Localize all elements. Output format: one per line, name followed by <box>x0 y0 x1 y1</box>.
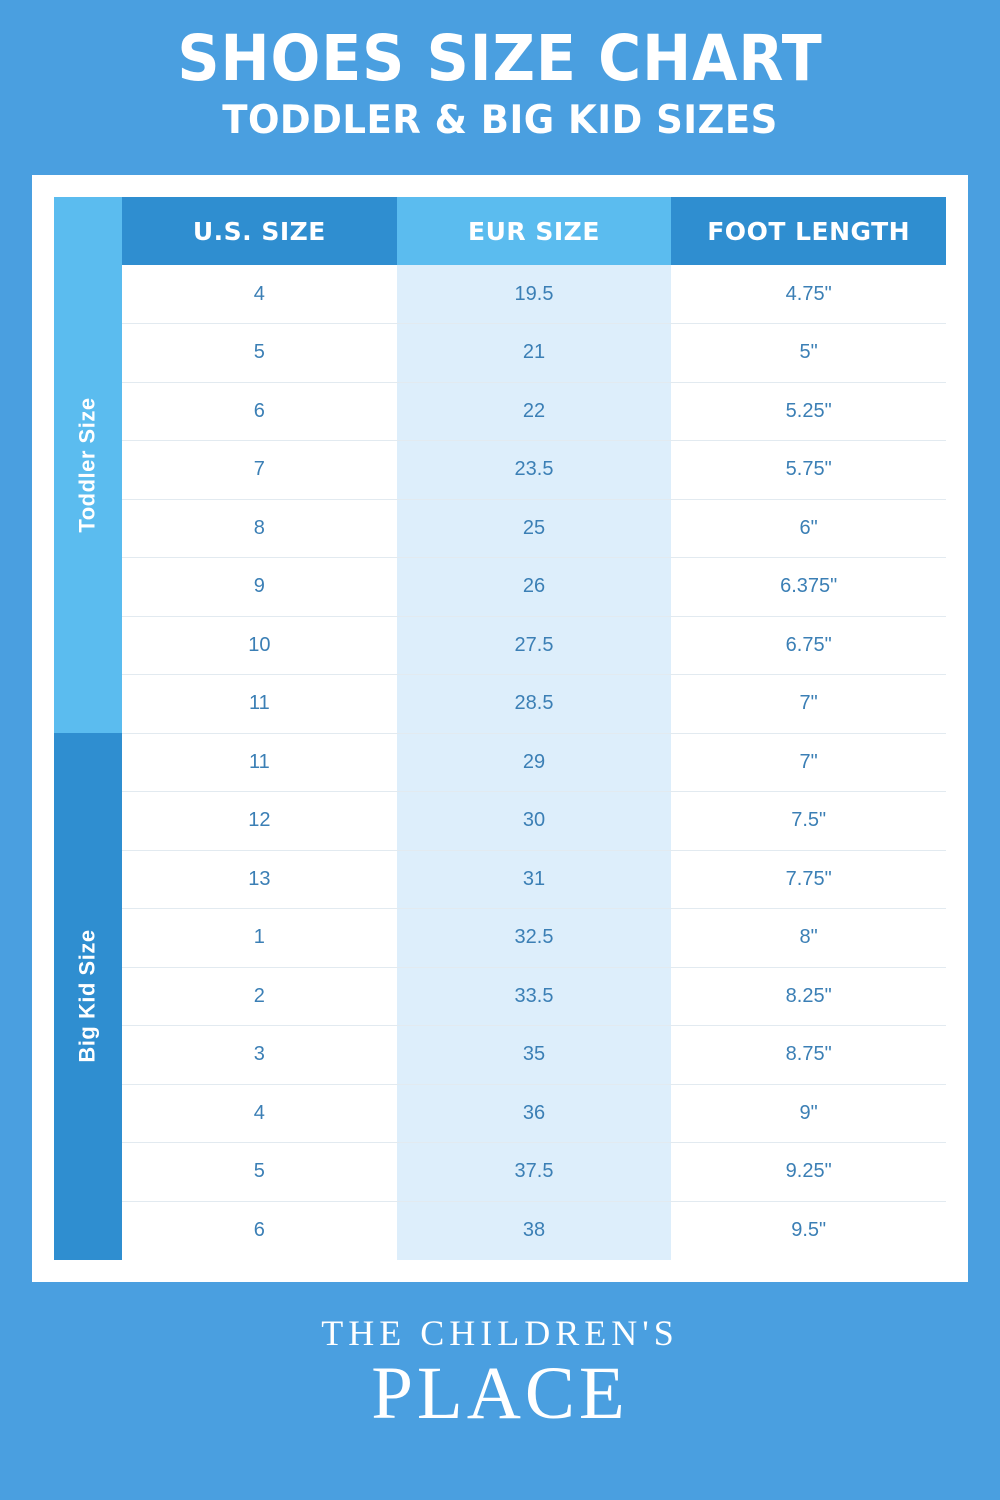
table-row <box>122 1084 946 1143</box>
cell-eur-size: 37.5 <box>397 1143 672 1202</box>
cell-foot-length: 8.25" <box>671 967 946 1026</box>
cell-foot-length: 4.75" <box>671 265 946 324</box>
table-row <box>122 1026 946 1085</box>
group-label-column <box>54 197 122 1260</box>
cell-foot-length: 8" <box>671 909 946 968</box>
cell-us-size: 2 <box>122 967 397 1026</box>
cell-us-size: 4 <box>122 1084 397 1143</box>
cell-us-size: 13 <box>122 850 397 909</box>
brand-logo <box>321 1312 679 1435</box>
column-header-foot-length: FOOT LENGTH <box>671 197 946 265</box>
table-row <box>122 499 946 558</box>
group-label-toddler <box>54 197 122 733</box>
cell-eur-size: 38 <box>397 1201 672 1260</box>
cell-foot-length: 9.25" <box>671 1143 946 1202</box>
page-title: SHOES SIZE CHART <box>177 22 823 95</box>
cell-us-size: 4 <box>122 265 397 324</box>
cell-foot-length: 6.75" <box>671 616 946 675</box>
group-label-bigkid-text: Big Kid Size <box>75 929 100 1063</box>
cell-eur-size: 33.5 <box>397 967 672 1026</box>
group-label-bigkid <box>54 733 122 1260</box>
cell-foot-length: 7" <box>671 733 946 792</box>
size-table-head <box>122 197 946 265</box>
cell-eur-size: 32.5 <box>397 909 672 968</box>
brand-line-1: THE CHILDREN'S <box>321 1312 679 1353</box>
size-table <box>122 197 946 1260</box>
cell-us-size: 10 <box>122 616 397 675</box>
cell-eur-size: 23.5 <box>397 441 672 500</box>
table-row <box>122 675 946 734</box>
cell-us-size: 11 <box>122 675 397 734</box>
table-row <box>122 616 946 675</box>
cell-foot-length: 5.75" <box>671 441 946 500</box>
cell-eur-size: 36 <box>397 1084 672 1143</box>
page-subtitle: TODDLER & BIG KID SIZES <box>222 98 778 144</box>
cell-foot-length: 7" <box>671 675 946 734</box>
cell-eur-size: 30 <box>397 792 672 851</box>
cell-eur-size: 22 <box>397 382 672 441</box>
size-table-body <box>122 265 946 1260</box>
cell-foot-length: 5" <box>671 324 946 383</box>
cell-eur-size: 27.5 <box>397 616 672 675</box>
cell-eur-size: 19.5 <box>397 265 672 324</box>
cell-eur-size: 35 <box>397 1026 672 1085</box>
cell-us-size: 12 <box>122 792 397 851</box>
table-row <box>122 850 946 909</box>
group-label-toddler-text: Toddler Size <box>75 397 101 533</box>
table-row <box>122 558 946 617</box>
cell-us-size: 6 <box>122 382 397 441</box>
title-block <box>0 0 1000 143</box>
cell-eur-size: 28.5 <box>397 675 672 734</box>
size-table-card <box>32 175 968 1282</box>
table-row <box>122 733 946 792</box>
cell-us-size: 9 <box>122 558 397 617</box>
cell-foot-length: 7.5" <box>671 792 946 851</box>
brand-line-2: PLACE <box>371 1351 629 1435</box>
cell-eur-size: 29 <box>397 733 672 792</box>
table-row <box>122 382 946 441</box>
cell-foot-length: 6" <box>671 499 946 558</box>
cell-foot-length: 8.75" <box>671 1026 946 1085</box>
cell-eur-size: 26 <box>397 558 672 617</box>
table-row <box>122 1201 946 1260</box>
cell-foot-length: 6.375" <box>671 558 946 617</box>
column-header-us-size: U.S. SIZE <box>122 197 397 265</box>
column-header-eur-size: EUR SIZE <box>397 197 672 265</box>
cell-eur-size: 31 <box>397 850 672 909</box>
cell-foot-length: 9.5" <box>791 1219 827 1242</box>
table-row <box>122 265 946 324</box>
cell-us-size: 11 <box>122 733 397 792</box>
cell-us-size: 6 <box>253 1219 265 1242</box>
table-row <box>122 1143 946 1202</box>
cell-us-size: 5 <box>122 1143 397 1202</box>
cell-eur-size: 25 <box>397 499 672 558</box>
cell-foot-length: 9" <box>671 1084 946 1143</box>
cell-eur-size: 21 <box>397 324 672 383</box>
table-row <box>122 441 946 500</box>
table-row <box>122 967 946 1026</box>
cell-foot-length: 7.75" <box>671 850 946 909</box>
size-table-grid <box>122 197 946 1260</box>
cell-us-size: 3 <box>122 1026 397 1085</box>
table-row <box>122 324 946 383</box>
cell-us-size: 1 <box>122 909 397 968</box>
cell-us-size: 5 <box>122 324 397 383</box>
table-header-row <box>122 197 946 265</box>
table-row <box>122 909 946 968</box>
cell-us-size: 7 <box>122 441 397 500</box>
cell-us-size: 8 <box>122 499 397 558</box>
table-row <box>122 792 946 851</box>
cell-foot-length: 5.25" <box>671 382 946 441</box>
size-table-inner <box>54 197 946 1260</box>
